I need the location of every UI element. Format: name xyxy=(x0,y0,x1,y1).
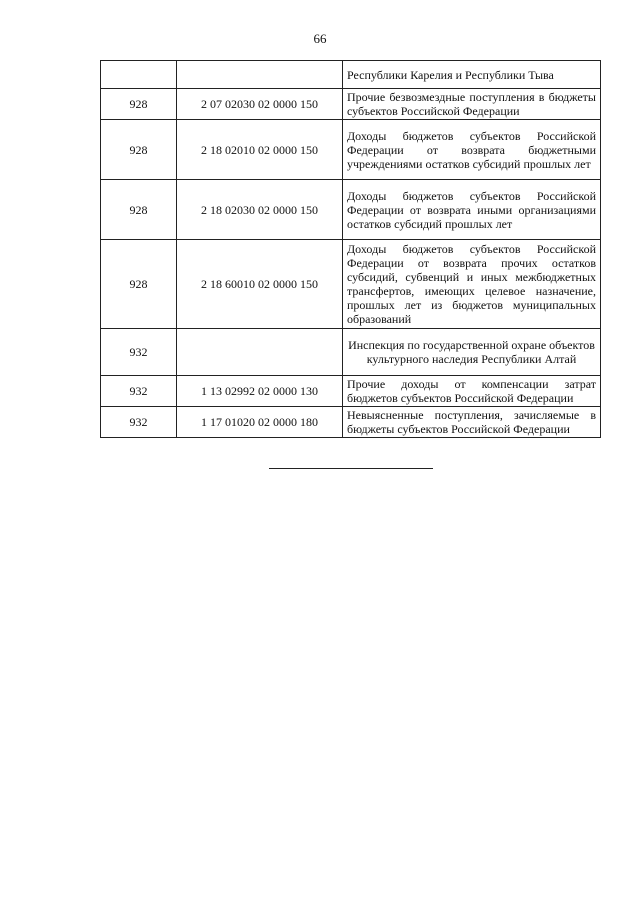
page-number: 66 xyxy=(313,31,327,46)
budget-classification-code-cell: 2 07 02030 02 0000 150 xyxy=(177,89,343,120)
table-row xyxy=(101,120,601,180)
table-row xyxy=(101,180,601,240)
end-of-document-line xyxy=(269,468,433,469)
budget-classification-code-cell xyxy=(177,61,343,89)
admin-code-cell: 928 xyxy=(101,180,177,240)
revenue-codes-table xyxy=(100,60,601,438)
table-body xyxy=(101,61,601,438)
revenue-name-cell: Невыясненные поступления, зачисляемые в бюджеты субъектов Российской Федерации xyxy=(343,407,601,438)
revenue-name-cell: Доходы бюджетов субъектов Российской Федерации от возврата прочих остатков субсидий, субвенций и иных межбюджетных трансфертов, имеющих целевое назначение, прошлых лет из бюджетов муниципальных образований xyxy=(343,240,601,329)
admin-code-cell: 932 xyxy=(101,407,177,438)
revenue-name-cell: Доходы бюджетов субъектов Российской Федерации от возврата иными организациями остатков субсидий прошлых лет xyxy=(343,180,601,240)
budget-classification-code-cell xyxy=(177,329,343,376)
table-row xyxy=(101,89,601,120)
budget-classification-code-cell: 2 18 02010 02 0000 150 xyxy=(177,120,343,180)
admin-code-cell: 928 xyxy=(101,89,177,120)
table-row xyxy=(101,376,601,407)
revenue-name-cell: Прочие безвозмездные поступления в бюджеты субъектов Российской Федерации xyxy=(343,89,601,120)
budget-classification-code-cell: 1 17 01020 02 0000 180 xyxy=(177,407,343,438)
revenue-name-cell: Республики Карелия и Республики Тыва xyxy=(343,61,601,89)
admin-code-cell xyxy=(101,61,177,89)
table-row xyxy=(101,240,601,329)
budget-classification-code-cell: 1 13 02992 02 0000 130 xyxy=(177,376,343,407)
revenue-name-cell: Прочие доходы от компенсации затрат бюджетов субъектов Российской Федерации xyxy=(343,376,601,407)
admin-code-cell: 932 xyxy=(101,329,177,376)
budget-classification-code-cell: 2 18 60010 02 0000 150 xyxy=(177,240,343,329)
table-row xyxy=(101,407,601,438)
table-row xyxy=(101,329,601,376)
admin-code-cell: 932 xyxy=(101,376,177,407)
admin-code-cell: 928 xyxy=(101,240,177,329)
budget-classification-code-cell: 2 18 02030 02 0000 150 xyxy=(177,180,343,240)
revenue-name-cell: Доходы бюджетов субъектов Российской Федерации от возврата бюджетными учреждениями остатков субсидий прошлых лет xyxy=(343,120,601,180)
revenue-name-cell: Инспекция по государственной охране объектов культурного наследия Республики Алтай xyxy=(343,329,601,376)
table-row xyxy=(101,61,601,89)
admin-code-cell: 928 xyxy=(101,120,177,180)
